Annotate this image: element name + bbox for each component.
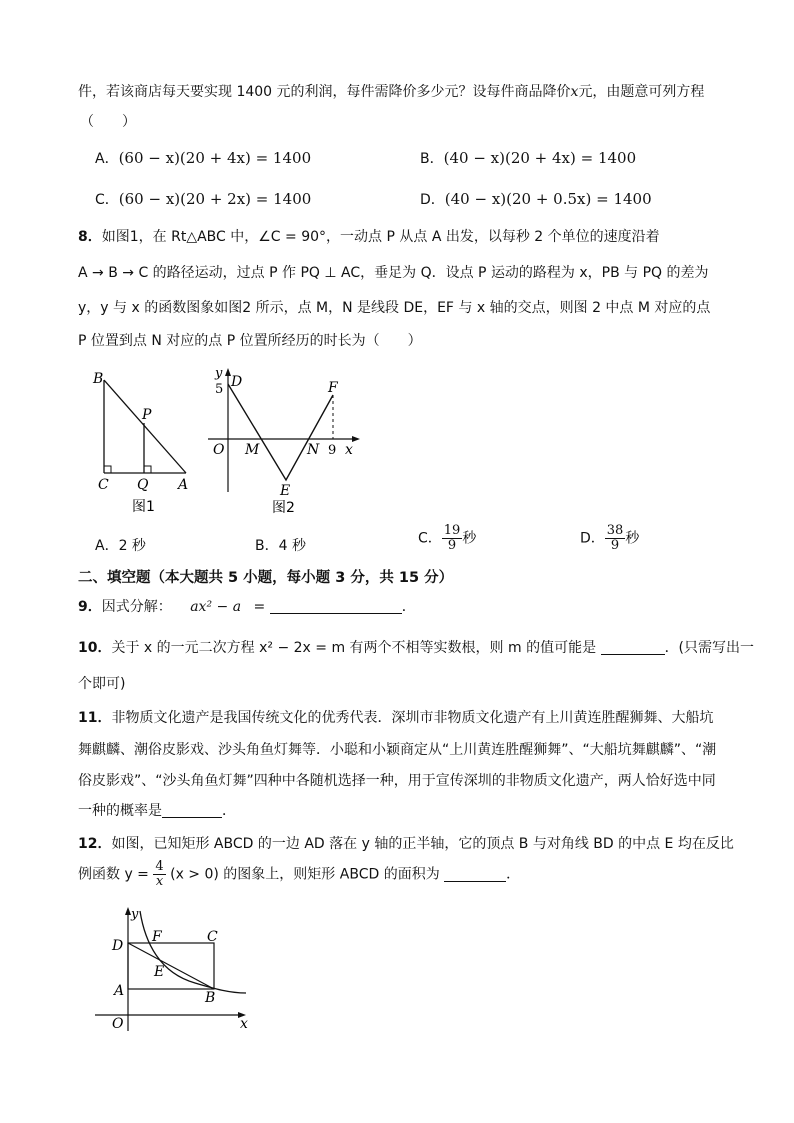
fig1-label-q: Q xyxy=(137,477,149,493)
fig2-label-x: x xyxy=(345,442,353,458)
q7-option-c[interactable]: C．(60 − x)(20 + 2x) = 1400 xyxy=(95,190,312,208)
fig1-label-a: A xyxy=(178,477,189,493)
q9-line: 9．因式分解： ax² − a = ． xyxy=(78,599,416,615)
fig2-graph-def xyxy=(228,384,333,480)
q12-label-c: C xyxy=(207,929,218,945)
fig2-label-e: E xyxy=(280,483,291,499)
q11-answer-blank[interactable] xyxy=(162,801,222,818)
q12-label-e: E xyxy=(154,964,165,980)
q8-figure2 xyxy=(200,362,370,517)
q8-line4: P 位置到点 N 对应的点 P 位置所经历的时长为（ ） xyxy=(78,333,422,349)
q11-line1: 11．非物质文化遗产是我国传统文化的优秀代表．深圳市非物质文化遗产有上川黄连胜醒狮舞、大船坑 xyxy=(78,710,714,726)
q7-answer-paren: （ ） xyxy=(80,114,136,130)
fig2-label-m: M xyxy=(245,442,260,458)
q10-line1: 10．关于 x 的一元二次方程 x² − 2x = m 有两个不相等实数根，则 m 的值可能是 ．(只需写出一 xyxy=(78,640,755,656)
fig2-label-d: D xyxy=(231,374,243,390)
q8-option-d[interactable]: D． $\frac{38}{9}$ 秒 xyxy=(580,523,640,553)
q12-answer-blank[interactable] xyxy=(444,865,506,882)
q11-line3: 俗皮影戏”、“沙头角鱼灯舞”四种中各随机选择一种，用于宣传深圳的非物质文化遗产，两人恰好选中同 xyxy=(78,773,716,789)
fig2-x-arrow xyxy=(352,436,360,442)
q8-figure1 xyxy=(88,365,203,515)
fig1-label-p: P xyxy=(142,407,152,423)
section-heading-fill-in: 二、填空题（本大题共 5 小题，每小题 3 分，共 15 分） xyxy=(78,570,454,586)
fig1-label-b: B xyxy=(93,371,104,387)
q12-line1: 12．如图，已知矩形 ABCD 的一边 AD 落在 y 轴的正半轴，它的顶点 B 与对角线 BD 的中点 E 均在反比 xyxy=(78,836,734,852)
fig1-right-angle-c xyxy=(104,466,111,473)
q12-line2: 例函数 y = $\frac{4}{x}$ (x > 0) 的图象上，则矩形 ABCD 的面积为 ． xyxy=(78,859,521,889)
q8-option-a[interactable]: A．2 秒 xyxy=(95,538,146,554)
fig2-label-n: N xyxy=(307,442,320,458)
q12-label-a: A xyxy=(114,983,125,999)
fig2-label-5: 5 xyxy=(215,382,224,397)
q12-label-f: F xyxy=(152,929,162,945)
fig1-label-c: C xyxy=(98,477,109,493)
fig2-label-y: y xyxy=(215,366,223,381)
q8-line3: y，y 与 x 的函数图象如图2 所示，点 M，N 是线段 DE，EF 与 x 轴的交点，则图 2 中点 M 对应的点 xyxy=(78,300,711,316)
q7-option-d[interactable]: D．(40 − x)(20 + 0.5x) = 1400 xyxy=(420,190,652,208)
q9-answer-blank[interactable] xyxy=(270,597,402,614)
q7-option-a[interactable]: A．(60 − x)(20 + 4x) = 1400 xyxy=(95,149,312,167)
fig1-caption: 图1 xyxy=(132,499,155,515)
q11-line4: 一种的概率是 ． xyxy=(78,803,236,819)
q8-option-c[interactable]: C． $\frac{19}{9}$ 秒 xyxy=(418,523,477,553)
q12-diagonal-bd xyxy=(128,943,214,989)
q12-hyperbola xyxy=(140,911,246,993)
q10-line2: 个即可) xyxy=(78,676,126,692)
q12-label-d: D xyxy=(112,938,124,954)
q8-line1: 8．如图1，在 Rt△ABC 中，∠C = 90°，一动点 P 从点 A 出发，以每秒 2 个单位的速度沿着 xyxy=(78,229,660,245)
q8-option-b[interactable]: B．4 秒 xyxy=(255,538,306,554)
q11-line2: 舞麒麟、潮俗皮影戏、沙头角鱼灯舞等．小聪和小颖商定从“上川黄连胜醒狮舞”、“大船坑舞麒麟”、“潮 xyxy=(78,742,717,758)
q12-figure xyxy=(90,903,260,1038)
q10-answer-blank[interactable] xyxy=(601,638,665,655)
q8-line2: A → B → C 的路径运动，过点 P 作 PQ ⊥ AC，垂足为 Q．设点 P 运动的路程为 x，PB 与 PQ 的差为 xyxy=(78,265,709,281)
fig1-side-ab xyxy=(104,380,186,473)
fig2-caption: 图2 xyxy=(272,500,295,516)
fig2-label-o: O xyxy=(213,442,225,458)
q7-line1: 件，若该商店每天要实现 1400 元的利润，每件需降价多少元？设每件商品降价x元，由题意可列方程 xyxy=(78,84,705,100)
q7-option-b[interactable]: B．(40 − x)(20 + 4x) = 1400 xyxy=(420,149,637,167)
fig2-label-9: 9 xyxy=(328,443,337,458)
q12-label-x: x xyxy=(240,1016,248,1032)
q12-label-b: B xyxy=(205,990,216,1006)
q12-label-o: O xyxy=(112,1016,124,1032)
fig1-right-angle-q xyxy=(144,466,151,473)
fig2-label-f: F xyxy=(328,380,338,396)
q12-label-y: y xyxy=(131,907,139,922)
